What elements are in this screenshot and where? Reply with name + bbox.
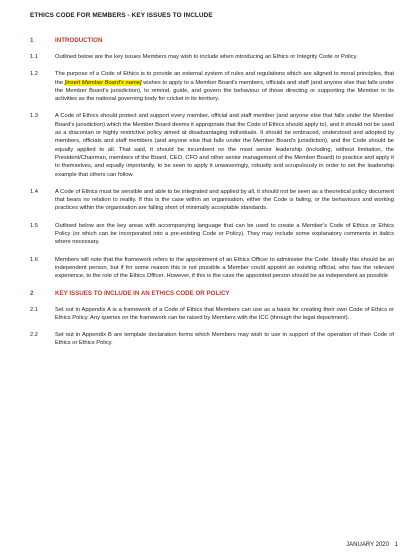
paragraph-number: 1.4 bbox=[30, 188, 38, 195]
paragraph-1-1 bbox=[30, 53, 394, 61]
page-number: 1 bbox=[394, 542, 398, 548]
paragraph-text-part: Outlined below are the key areas with accompanying language that can be used to create a Member's Code of Ethics or Ethics Policy (or which can be incorporated into a pre-existing Code or Policy). They may include some explanatory comments in bbox=[55, 222, 394, 238]
paragraph-text-part: wishes to apply to a Member Board's members, officials and staff (and anyone else that falls under the Member Board's jurisdiction), to remind, guide, and govern the behaviour of those directing or supporting the Member in its activities as the national governing body for cricket in its territory. bbox=[55, 79, 394, 103]
footer-date: JANUARY 2020 bbox=[346, 542, 389, 548]
paragraph-text: Members will note that the framework refers to the appointment of an Ethics Officer to administer the Code. Ideally this should be an independent person, but if for some reason this is not possible a Member could appoint an existing official, who has the relevant experience, to the role of the Ethics Officer. However, if this is the case the appointed person should be as independent as possible bbox=[55, 256, 394, 280]
paragraph-text-part: The purpose of a Code of Ethics is to provide an external system of rules and regulations which are aligned to moral principles, that the bbox=[55, 71, 394, 86]
paragraph-text: Set out in Appendix A is a framework of a Code of Ethics that Members can use as a basis for creating their own Code of Ethics or Ethics Policy. Any queries on the framework can be raised by Members with the ICC (through the legal department). bbox=[55, 306, 394, 321]
page-footer bbox=[342, 542, 398, 548]
paragraph-number: 1.5 bbox=[30, 222, 38, 229]
paragraph-number: 1.2 bbox=[30, 71, 38, 78]
highlighted-placeholder: [insert Member Board's name] bbox=[64, 79, 142, 86]
paragraph-text-part: where necessary. bbox=[55, 239, 100, 246]
paragraph-number: 1.6 bbox=[30, 256, 38, 263]
paragraph-1-2 bbox=[30, 70, 394, 103]
paragraph-text: A Code of Ethics must be sensible and able to be integrated and applied by all, it should not be seen as a theoretical policy document that bears no relation to reality. If this is the case within an organisation, either the Code is failing, or the behaviours and working practices within the organisation are falling short of minimally acceptable standards. bbox=[55, 188, 394, 212]
section-number: 1 bbox=[30, 37, 34, 44]
paragraph-1-5 bbox=[30, 222, 394, 247]
emphasis-text: italics bbox=[379, 231, 394, 238]
paragraph-number: 2.2 bbox=[30, 332, 38, 339]
paragraph-1-6 bbox=[30, 256, 394, 281]
paragraph-2-1 bbox=[30, 306, 394, 323]
paragraph-number: 1.3 bbox=[30, 113, 38, 120]
section-number: 2 bbox=[30, 289, 34, 297]
paragraph-1-3 bbox=[30, 112, 394, 178]
paragraph-text: A Code of Ethics should protect and support every member, official and staff member (and anyone else that falls under the Member Board's jurisdiction) which the Member Board deems it appropriate that the Code of Ethics should apply to), and it should not be used as a draconian or highly restrictive policy aimed at disadvantaging individuals. It should be embraced, understood and adopted by members, officials and staff members (and anyone else that falls under the Member Board's jurisdiction), and the Code should be equally applied to all. That said, it should be incumbent on the most senior leadership (including, without limitation, the President/Chairman, members of the Board, CEO, CFO and other senior management of the Member Board) to practice and apply it to themselves, and equally importantly, to be seen to apply it unwaveringly, robustly and scrupulously in order to set the leadership example that others can follow. bbox=[55, 113, 394, 178]
paragraph-text: Set out in Appendix B are template declaration forms which Members may wish to use in support of the operation of their Code of Ethics or Ethics Policy. bbox=[55, 332, 394, 347]
section-title: KEY ISSUES TO INCLUDE IN AN ETHICS CODE OR POLICY bbox=[55, 289, 230, 297]
paragraph-text bbox=[55, 222, 394, 247]
section-title: INTRODUCTION bbox=[55, 37, 103, 44]
paragraph-2-2 bbox=[30, 331, 394, 348]
paragraph-text bbox=[55, 70, 394, 103]
paragraph-number: 1.1 bbox=[30, 54, 38, 60]
document-title: ETHICS CODE FOR MEMBERS - KEY ISSUES TO INCLUDE bbox=[30, 12, 213, 19]
paragraph-number: 2.1 bbox=[30, 306, 38, 313]
paragraph-text: Outlined below are the key issues Members may wish to include when introducing an Ethics or Integrity Code or Policy. bbox=[55, 54, 358, 60]
paragraph-1-4 bbox=[30, 188, 394, 213]
section-2-heading bbox=[30, 290, 394, 297]
section-1-heading bbox=[30, 37, 394, 44]
